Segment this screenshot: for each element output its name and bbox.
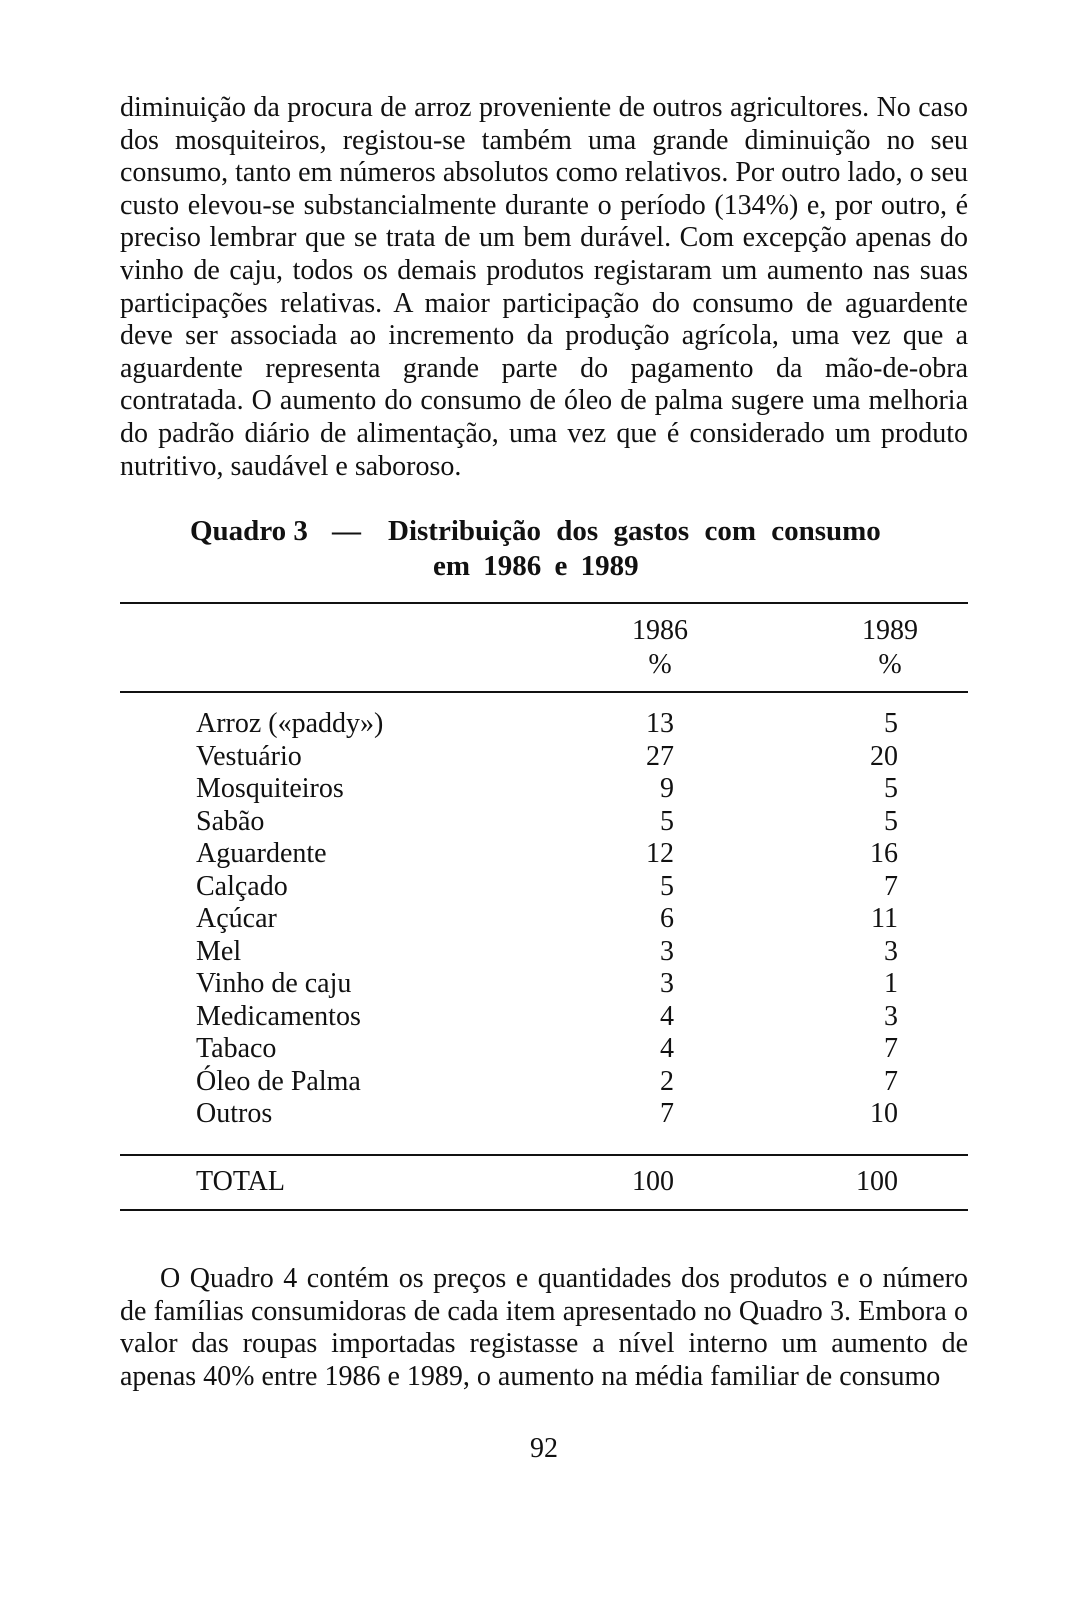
row-value-1989: 5	[884, 805, 898, 837]
table-row	[0, 968, 1088, 1001]
row-category: Calçado	[196, 870, 288, 902]
total-label: TOTAL	[196, 1166, 286, 1197]
table-title-line-2: em 1986 e 1989	[433, 550, 639, 582]
row-category: Arroz («paddy»)	[196, 708, 384, 739]
row-value-1986: 4	[660, 1000, 674, 1032]
row-value-1986: 12	[646, 838, 674, 869]
row-value-1989: 16	[870, 838, 898, 869]
column-header-1986-unit: %	[648, 649, 672, 680]
table-row	[0, 773, 1088, 806]
row-category: Outros	[196, 1098, 273, 1129]
table-row	[0, 871, 1088, 904]
row-value-1989: 11	[871, 903, 898, 934]
table-title-dash: —	[332, 515, 361, 547]
table-row	[0, 741, 1088, 774]
row-category: Óleo de Palma	[196, 1065, 361, 1097]
row-value-1989: 1	[884, 968, 898, 999]
row-value-1989: 5	[884, 708, 898, 739]
table-total-row	[0, 1165, 1088, 1199]
table-top-rule	[120, 602, 968, 604]
column-header-1989-unit: %	[878, 649, 902, 680]
row-value-1986: 9	[660, 773, 674, 804]
row-value-1986: 5	[660, 870, 674, 902]
row-value-1986: 4	[660, 1033, 674, 1064]
row-category: Medicamentos	[196, 1000, 361, 1032]
table-row	[0, 936, 1088, 969]
row-value-1986: 3	[660, 968, 674, 999]
row-value-1986: 27	[646, 740, 674, 772]
table-row	[0, 1098, 1088, 1131]
row-value-1986: 13	[646, 708, 674, 739]
row-value-1986: 5	[660, 805, 674, 837]
table-row	[0, 708, 1088, 741]
column-header-1989-year: 1989	[862, 615, 918, 646]
row-category: Vinho de caju	[196, 968, 352, 999]
page-number: 92	[530, 1433, 558, 1464]
row-value-1986: 6	[660, 903, 674, 934]
row-value-1986: 7	[660, 1098, 674, 1129]
row-category: Aguardente	[196, 838, 327, 869]
table-row	[0, 1001, 1088, 1034]
row-value-1989: 3	[884, 1000, 898, 1032]
row-value-1989: 10	[870, 1098, 898, 1129]
row-value-1986: 3	[660, 935, 674, 967]
table-bottom-rule	[120, 1209, 968, 1211]
table-row	[0, 903, 1088, 936]
table-row	[0, 806, 1088, 839]
row-value-1989: 5	[884, 773, 898, 804]
row-value-1986: 2	[660, 1065, 674, 1097]
table-row	[0, 1033, 1088, 1066]
table-title-line-1: Distribuição dos gastos com consumo	[388, 515, 881, 547]
row-value-1989: 7	[884, 870, 898, 902]
column-header-1986-year: 1986	[632, 615, 688, 646]
row-category: Mel	[196, 935, 242, 967]
body-paragraph-top: diminuição da procura de arroz proveniente de outros agricultores. No caso dos mosquiteiros, registou-se também uma grande diminuição no seu consumo, tanto em números absolutos como relativos. Por outro lado, o seu custo elevou-se substancialmente durante o período (134%) e, por outro, é preciso lembrar que se trata de um bem durável. Com excepção apenas do vinho de caju, todos os demais produtos registaram um aumento nas suas participações relativas. A maior participação do consumo de aguardente deve ser associada ao incremento da produção agrícola, uma vez que a aguardente representa grande parte do pagamento da mão-de-obra contratada. O aumento do consumo de óleo de palma sugere uma melhoria do padrão diário de alimentação, uma vez que é considerado um produto nutritivo, saudável e saboroso.	[120, 92, 968, 482]
table-label: Quadro 3	[190, 515, 308, 547]
row-value-1989: 20	[870, 740, 898, 772]
row-category: Sabão	[196, 805, 265, 837]
table-row	[0, 838, 1088, 871]
table-body	[0, 708, 1088, 1131]
row-value-1989: 3	[884, 935, 898, 967]
row-category: Açúcar	[196, 903, 277, 934]
row-value-1989: 7	[884, 1033, 898, 1064]
row-category: Vestuário	[196, 740, 302, 772]
row-value-1989: 7	[884, 1065, 898, 1097]
row-category: Tabaco	[196, 1033, 277, 1064]
total-value-1989: 100	[856, 1166, 898, 1197]
row-category: Mosquiteiros	[196, 773, 344, 804]
table-total-rule	[120, 1154, 968, 1156]
total-value-1986: 100	[632, 1166, 674, 1197]
table-row	[0, 1066, 1088, 1099]
body-paragraph-bottom: O Quadro 4 contém os preços e quantidades dos produtos e o número de famílias consumidoras de cada item apresentado no Quadro 3. Embora o valor das roupas importadas registasse a nível interno um aumento de apenas 40% entre 1986 e 1989, o aumento na média familiar de consumo	[120, 1263, 968, 1392]
table-header-rule	[120, 691, 968, 693]
